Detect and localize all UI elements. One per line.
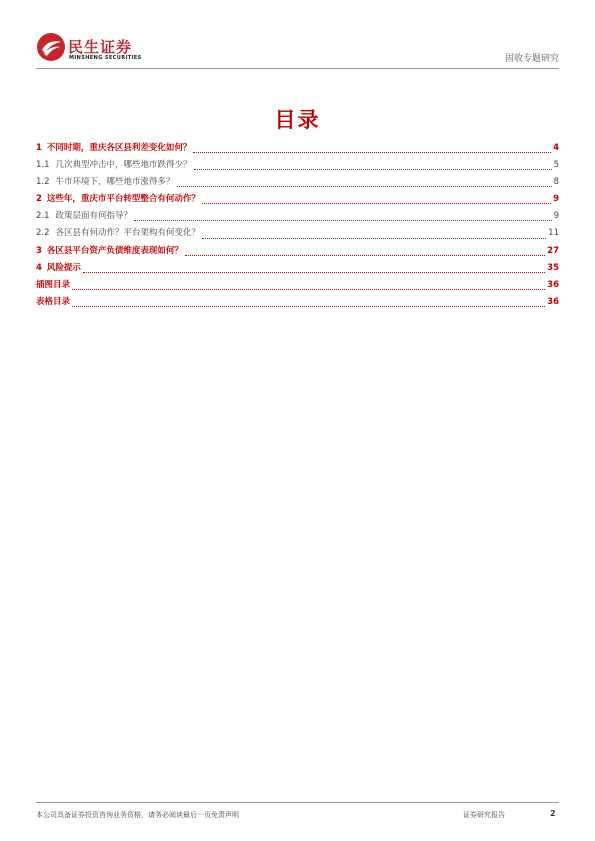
toc-entry[interactable]: [36, 244, 559, 261]
header-divider: [36, 68, 559, 69]
toc-entry-page: 9: [553, 211, 559, 222]
toc-entry-text: 牛市环境下，哪些地市涨得多？: [55, 177, 175, 188]
toc-entry-page: 36: [547, 296, 559, 307]
table-of-contents: [36, 141, 559, 312]
toc-entry[interactable]: [36, 158, 559, 175]
toc-leader-dots: [177, 186, 552, 187]
toc-entry-number: 1.2: [36, 177, 50, 188]
toc-entry-text: 政策层面有何指导？: [55, 211, 133, 222]
toc-entry-page: 36: [547, 279, 559, 290]
logo-emblem-icon: [36, 32, 66, 62]
toc-entry-text: 插图目录: [36, 279, 71, 290]
toc-entry-text: 不同时期，重庆各区县利差变化如何？: [46, 143, 192, 153]
toc-entry-number: 3: [36, 245, 42, 256]
toc-leader-dots: [134, 220, 552, 221]
toc-leader-dots: [83, 272, 545, 273]
company-logo: [36, 32, 196, 66]
toc-leader-dots: [185, 255, 545, 256]
toc-entry-text: 各区县有何动作？平台架构有何变化？: [55, 228, 201, 239]
toc-entry-text: 各区县平台资产负债维度表现如何？: [46, 245, 183, 256]
logo-chinese-name: 民生证券: [68, 38, 133, 56]
toc-entry-number: 2.1: [36, 211, 50, 222]
section-label: 固收专题研究: [504, 54, 559, 64]
page-number: 2: [550, 809, 556, 818]
toc-entry[interactable]: [36, 226, 559, 243]
logo-english-name: MINSHENG SECURITIES: [69, 55, 142, 61]
toc-entry-page: 11: [548, 228, 559, 239]
toc-entry-page: 27: [547, 245, 559, 256]
toc-leader-dots: [202, 203, 551, 204]
toc-title: 目录: [274, 108, 321, 132]
toc-entry[interactable]: [36, 261, 559, 278]
toc-entry-text: 这些年，重庆市平台转型整合有何动作？: [46, 194, 200, 205]
toc-entry[interactable]: [36, 209, 559, 226]
toc-entry-number: 4: [36, 262, 42, 273]
toc-entry-page: 4: [553, 143, 559, 153]
toc-entry-number: 2.2: [36, 228, 50, 239]
footer-report-type: 证券研究报告: [463, 811, 505, 819]
toc-entry-page: 35: [547, 262, 559, 273]
toc-leader-dots: [193, 152, 551, 153]
toc-entry[interactable]: [36, 175, 559, 192]
toc-entry[interactable]: [36, 278, 559, 295]
toc-entry-number: 2: [36, 194, 42, 205]
toc-entry-text: 几次典型冲击中，哪些地市跌得少？: [55, 160, 192, 171]
toc-entry-text: 表格目录: [36, 296, 71, 307]
page-header: [36, 30, 559, 68]
toc-entry-text: 风险提示: [46, 262, 81, 273]
toc-leader-dots: [202, 238, 546, 239]
toc-entry[interactable]: [36, 141, 559, 158]
toc-leader-dots: [194, 169, 552, 170]
toc-entry[interactable]: [36, 192, 559, 209]
toc-leader-dots: [72, 289, 545, 290]
toc-entry-page: 9: [553, 194, 559, 205]
footer-disclaimer: 本公司具备证券投资咨询业务资格，请务必阅读最后一页免责声明: [36, 811, 239, 819]
toc-entry[interactable]: [36, 295, 559, 312]
toc-entry-page: 5: [553, 160, 559, 171]
toc-entry-number: 1.1: [36, 160, 50, 171]
toc-entry-page: 8: [553, 177, 559, 188]
toc-leader-dots: [72, 306, 545, 307]
toc-entry-number: 1: [36, 143, 42, 153]
footer-divider: [36, 802, 559, 803]
